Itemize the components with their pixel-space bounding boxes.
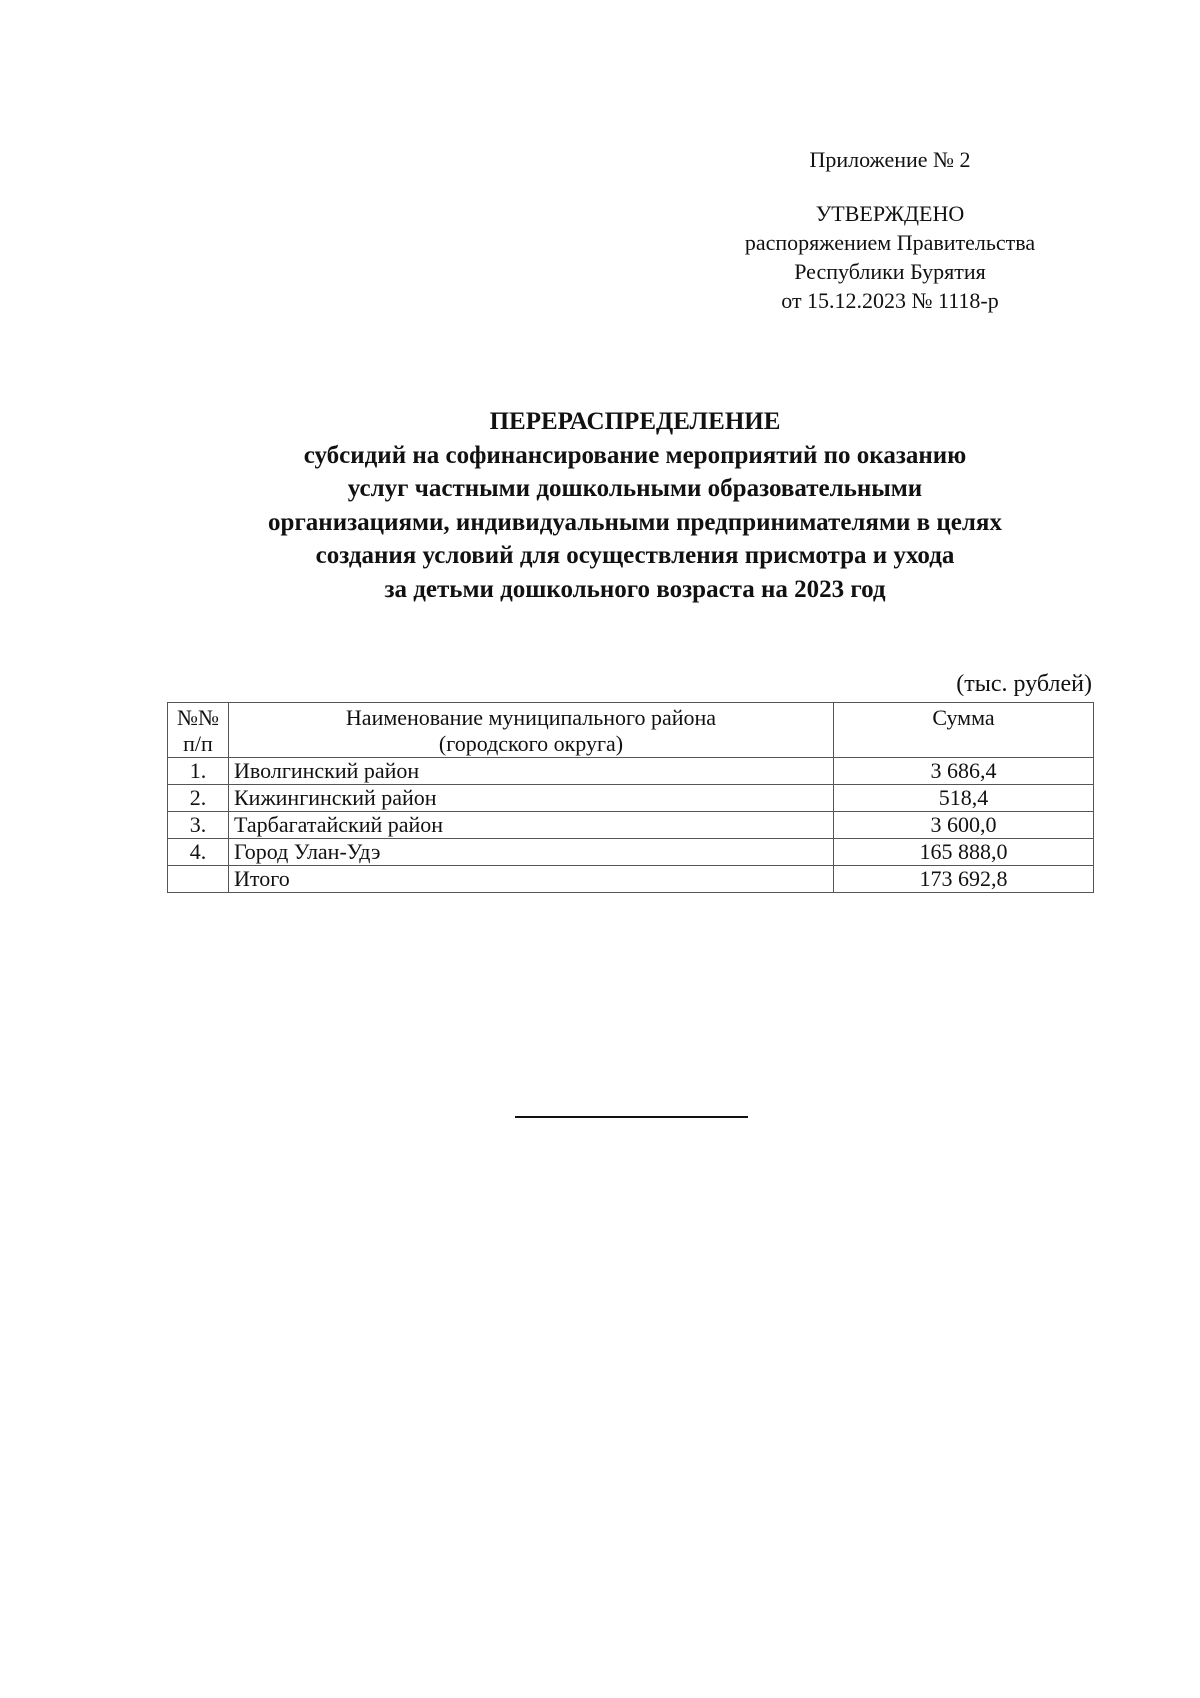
row-number xyxy=(168,866,229,893)
row-sum: 3 600,0 xyxy=(834,812,1094,839)
title-line: услуг частными дошкольными образовательными xyxy=(347,475,923,502)
closing-line-divider xyxy=(515,1116,748,1118)
row-number: 4. xyxy=(168,839,229,866)
row-name: Город Улан-Удэ xyxy=(229,839,834,866)
row-name: Иволгинский район xyxy=(229,758,834,785)
approved-line: УТВЕРЖДЕНО xyxy=(815,201,965,226)
row-name: Тарбагатайский район xyxy=(229,812,834,839)
row-sum: 165 888,0 xyxy=(834,839,1094,866)
header-name xyxy=(229,703,834,758)
table-row xyxy=(168,758,1094,785)
header-sum: Сумма xyxy=(834,703,1094,758)
approved-region-line: Республики Бурятия xyxy=(794,259,986,284)
appendix-label: Приложение № 2 xyxy=(809,147,971,172)
table-total-row xyxy=(168,866,1094,893)
title-line: организациями, индивидуальными предпринимателями в целях xyxy=(268,508,1002,536)
approved-date-line: от 15.12.2023 № 1118-р xyxy=(781,288,999,313)
table-header-row xyxy=(168,703,1094,758)
header-number xyxy=(168,703,229,758)
approved-by-line: распоряжением Правительства xyxy=(744,230,1036,255)
header-number-line1: №№ xyxy=(177,705,219,730)
table-row xyxy=(168,785,1094,812)
title-line: за детьми дошкольного возраста на 2023 год xyxy=(384,575,886,603)
row-name: Итого xyxy=(229,866,834,893)
header-name-line2: (городского округа) xyxy=(438,731,624,756)
title-line: ПЕРЕРАСПРЕДЕЛЕНИЕ xyxy=(489,408,781,435)
row-sum: 518,4 xyxy=(834,785,1094,812)
table-row xyxy=(168,812,1094,839)
appendix-label-block xyxy=(700,145,1080,175)
row-number: 3. xyxy=(168,812,229,839)
row-number: 1. xyxy=(168,758,229,785)
subsidy-table xyxy=(167,702,1094,893)
row-number: 2. xyxy=(168,785,229,812)
approval-stamp xyxy=(700,199,1080,315)
header-name-line1: Наименование муниципального района xyxy=(345,705,717,730)
title-line: субсидий на софинансирование мероприятий по оказанию xyxy=(303,441,967,469)
units-label: (тыс. рублей) xyxy=(956,671,1092,697)
row-sum: 173 692,8 xyxy=(834,866,1094,893)
document-title xyxy=(180,405,1090,606)
header-number-line2: п/п xyxy=(183,731,213,756)
row-sum: 3 686,4 xyxy=(834,758,1094,785)
title-line: создания условий для осуществления присмотра и ухода xyxy=(315,542,955,569)
table-row xyxy=(168,839,1094,866)
row-name: Кижингинский район xyxy=(229,785,834,812)
